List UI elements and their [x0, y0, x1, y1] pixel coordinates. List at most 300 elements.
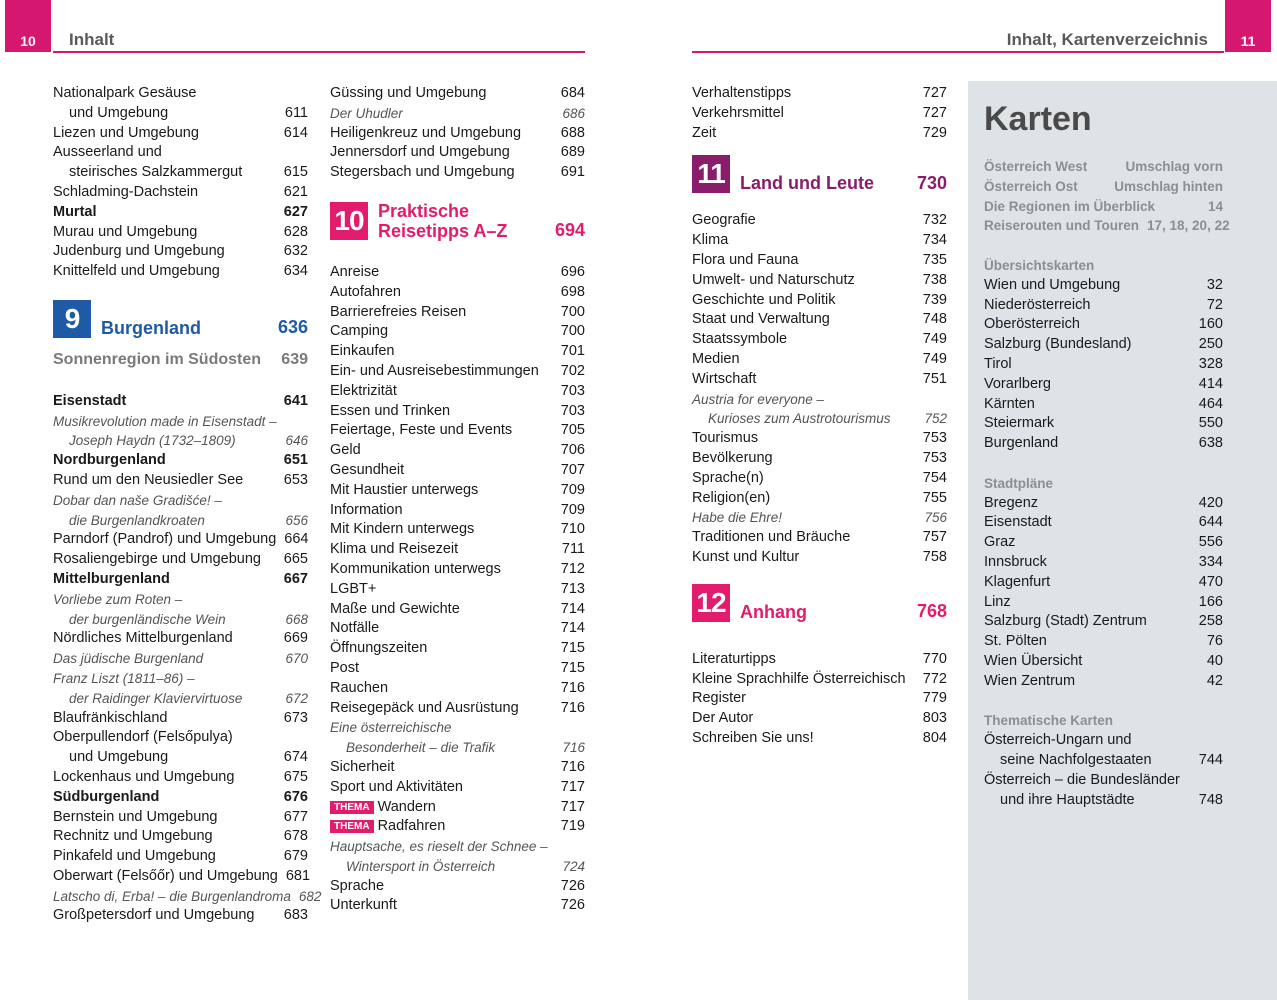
toc-entry-text: Wandern	[377, 798, 436, 815]
toc-entry-text: Salzburg (Stadt) Zentrum	[984, 613, 1147, 630]
toc-entry-text: Liezen und Umgebung	[53, 124, 199, 141]
toc-entry-text: Kärnten	[984, 395, 1035, 412]
toc-entry[interactable]	[330, 84, 585, 104]
toc-entry[interactable]	[984, 276, 1223, 296]
toc-entry[interactable]	[330, 124, 585, 144]
toc-entry-title	[692, 689, 746, 709]
toc-entry[interactable]	[692, 729, 947, 749]
toc-entry[interactable]	[692, 409, 947, 429]
toc-entry[interactable]	[53, 451, 308, 471]
toc-entry-text: Schreiben Sie uns!	[692, 729, 814, 746]
toc-entry[interactable]	[53, 610, 308, 630]
maps-section-heading: Übersichtskarten	[984, 257, 1095, 273]
toc-entry-text: Camping	[330, 323, 389, 340]
toc-entry[interactable]	[53, 827, 308, 847]
toc-entry-title	[330, 679, 388, 699]
toc-entry[interactable]	[692, 489, 947, 509]
toc-entry-page: 40	[1206, 652, 1223, 669]
toc-entry-text: Innsbruck	[984, 553, 1047, 570]
chapter-heading-11[interactable]	[692, 155, 947, 193]
toc-entry-page: 755	[922, 489, 947, 506]
toc-list	[692, 84, 947, 143]
maps-section-heading: Thematische Karten	[984, 713, 1114, 729]
toc-entry-title	[53, 412, 277, 432]
toc-entry-title	[984, 573, 1050, 593]
toc-entry-text: Großpetersdorf und Umgebung	[53, 907, 255, 924]
toc-entry[interactable]	[53, 124, 308, 144]
toc-entry[interactable]	[984, 414, 1223, 434]
toc-entry-title	[53, 649, 203, 669]
toc-entry-title	[330, 817, 445, 837]
toc-entry-text: Graz	[984, 534, 1016, 551]
toc-entry-title	[692, 489, 770, 509]
chapter-page: 694	[554, 220, 585, 241]
toc-entry-title	[984, 632, 1047, 652]
toc-entry-title	[984, 315, 1080, 335]
toc-entry[interactable]	[692, 370, 947, 390]
toc-entry-title	[330, 857, 495, 877]
toc-entry-text: Kurioses zum Austrotourismus	[708, 411, 891, 427]
toc-entry[interactable]	[692, 449, 947, 469]
toc-entry-text: Geschichte und Politik	[692, 291, 836, 308]
toc-entry-title	[330, 520, 474, 540]
toc-entry-text: Radfahren	[377, 818, 446, 835]
toc-entry-page: 634	[283, 263, 308, 280]
toc-entry-title	[53, 511, 205, 531]
toc-entry-title	[984, 296, 1090, 316]
toc-entry[interactable]	[984, 315, 1223, 335]
toc-entry-page: 714	[560, 600, 585, 617]
toc-entry-title	[330, 501, 403, 521]
toc-entry[interactable]	[330, 520, 585, 540]
toc-entry-title	[330, 896, 397, 916]
toc-entry-page: 739	[922, 291, 947, 308]
toc-entry-text: Nationalpark Gesäuse	[53, 85, 197, 101]
toc-entry[interactable]	[984, 672, 1223, 692]
toc-entry-page: 76	[1206, 633, 1223, 650]
toc-entry-text: Öffnungszeiten	[330, 640, 428, 657]
toc-entry-page: 727	[922, 85, 947, 101]
toc-entry[interactable]	[984, 632, 1223, 652]
toc-entry[interactable]	[53, 847, 308, 867]
toc-entry[interactable]	[53, 788, 308, 808]
toc-entry-page: 700	[560, 323, 585, 340]
toc-entry-page: 646	[285, 433, 308, 449]
toc-entry-title	[692, 548, 799, 568]
toc-entry[interactable]	[984, 771, 1223, 791]
toc-entry-title	[984, 533, 1015, 553]
toc-entry[interactable]	[53, 431, 308, 451]
toc-entry-title	[53, 242, 225, 262]
toc-entry[interactable]	[984, 395, 1223, 415]
toc-entry[interactable]	[692, 271, 947, 291]
toc-list	[692, 211, 947, 567]
toc-entry[interactable]	[984, 494, 1223, 514]
toc-entry[interactable]	[53, 511, 308, 531]
toc-entry[interactable]	[330, 580, 585, 600]
toc-entry[interactable]	[53, 728, 308, 748]
chapter-heading-9[interactable]	[53, 300, 308, 338]
toc-entry[interactable]	[984, 612, 1223, 632]
toc-entry[interactable]	[692, 291, 947, 311]
toc-entry[interactable]	[53, 887, 322, 907]
toc-entry[interactable]	[330, 560, 585, 580]
toc-entry-title	[984, 355, 1012, 375]
toc-entry-text: Wien und Umgebung	[984, 276, 1121, 293]
toc-entry[interactable]	[330, 817, 585, 837]
chapter-number-box: 11	[692, 155, 730, 193]
toc-entry[interactable]	[330, 738, 585, 758]
toc-entry-page: 627	[283, 203, 308, 220]
toc-entry[interactable]	[984, 652, 1223, 672]
toc-entry[interactable]	[53, 906, 308, 926]
toc-entry-page: 719	[560, 818, 585, 835]
toc-entry[interactable]	[53, 392, 308, 412]
toc-entry-text: Wien Zentrum	[984, 672, 1076, 689]
toc-entry[interactable]	[692, 689, 947, 709]
toc-entry[interactable]	[984, 177, 1223, 197]
toc-entry[interactable]	[53, 649, 308, 669]
toc-entry-title	[53, 847, 216, 867]
toc-entry[interactable]	[330, 104, 585, 124]
toc-entry[interactable]	[692, 310, 947, 330]
toc-entry-title	[330, 798, 436, 818]
page-number-left: 10	[5, 0, 51, 52]
toc-entry-text: Post	[330, 659, 360, 676]
toc-entry[interactable]	[692, 251, 947, 271]
toc-entry-title	[984, 751, 1152, 771]
toc-entry-page: 703	[560, 402, 585, 419]
toc-entry-title	[330, 362, 539, 382]
toc-entry-text: und ihre Hauptstädte	[1000, 791, 1135, 808]
toc-entry-page: 17, 18, 20, 22	[1147, 218, 1230, 234]
toc-entry[interactable]	[330, 837, 585, 857]
toc-entry[interactable]	[330, 263, 585, 283]
maps-list	[984, 494, 1223, 692]
toc-column-3	[692, 84, 947, 749]
toc-entry[interactable]	[330, 303, 585, 323]
toc-entry[interactable]	[53, 242, 308, 262]
toc-entry-page: 734	[922, 232, 947, 249]
toc-entry-title	[984, 197, 1155, 217]
toc-entry[interactable]	[330, 441, 585, 461]
toc-entry[interactable]	[984, 593, 1223, 613]
toc-entry-page: 32	[1206, 276, 1223, 293]
toc-entry[interactable]	[330, 283, 585, 303]
toc-entry-text: Information	[330, 501, 403, 518]
toc-entry-text: Wirtschaft	[692, 370, 757, 387]
toc-entry-title	[984, 395, 1035, 415]
toc-entry-title	[984, 177, 1078, 197]
toc-entry-page: 716	[560, 758, 585, 775]
toc-entry-page: 749	[922, 350, 947, 367]
toc-entry[interactable]	[330, 540, 585, 560]
toc-list	[53, 392, 322, 927]
toc-entry-text: Rosaliengebirge und Umgebung	[53, 551, 261, 568]
toc-entry-title	[53, 629, 233, 649]
toc-entry-title	[53, 143, 162, 163]
toc-entry-title	[692, 508, 782, 528]
chapter-number-box: 10	[330, 202, 368, 240]
toc-entry-page: 160	[1198, 316, 1223, 333]
toc-entry-title	[984, 434, 1058, 454]
toc-entry[interactable]	[984, 731, 1223, 751]
toc-entry-page: 470	[1198, 573, 1223, 590]
toc-entry[interactable]	[692, 650, 947, 670]
toc-entry-page: 716	[560, 699, 585, 716]
toc-entry-page: 714	[560, 620, 585, 637]
toc-entry[interactable]	[53, 768, 308, 788]
toc-entry[interactable]	[692, 548, 947, 568]
toc-entry-page: 464	[1198, 395, 1223, 412]
toc-entry[interactable]	[984, 513, 1223, 533]
toc-entry-title	[692, 211, 756, 231]
toc-entry[interactable]	[53, 262, 308, 282]
toc-entry[interactable]	[330, 421, 585, 441]
toc-entry[interactable]	[984, 216, 1230, 236]
toc-entry-text: die Burgenlandkroaten	[69, 512, 205, 528]
toc-entry-title	[984, 494, 1038, 514]
toc-entry-title	[330, 560, 501, 580]
toc-entry[interactable]	[53, 491, 308, 511]
toc-entry[interactable]	[984, 434, 1223, 454]
toc-entry[interactable]	[330, 798, 585, 818]
toc-entry-title	[984, 731, 1132, 751]
toc-entry-text: Mit Haustier unterwegs	[330, 481, 479, 498]
toc-entry-page: 803	[922, 710, 947, 727]
toc-entry-page: 677	[283, 808, 308, 825]
toc-entry[interactable]	[330, 600, 585, 620]
section-heading[interactable]	[53, 350, 308, 370]
toc-entry[interactable]	[53, 590, 308, 610]
toc-entry-page: 632	[283, 243, 308, 260]
toc-entry-title	[53, 163, 242, 183]
toc-entry-title	[53, 530, 276, 550]
toc-entry[interactable]	[330, 679, 585, 699]
toc-entry[interactable]	[692, 469, 947, 489]
toc-entry[interactable]	[692, 104, 947, 124]
toc-entry-text: Rechnitz und Umgebung	[53, 828, 213, 845]
toc-entry-page: 709	[560, 481, 585, 498]
toc-entry[interactable]	[53, 689, 308, 709]
toc-entry[interactable]	[984, 355, 1223, 375]
toc-entry[interactable]	[53, 530, 308, 550]
toc-entry[interactable]	[53, 550, 308, 570]
toc-entry[interactable]	[53, 570, 308, 590]
toc-entry[interactable]	[330, 402, 585, 422]
toc-entry[interactable]	[984, 751, 1223, 771]
toc-entry-text: Hauptsache, es rieselt der Schnee –	[330, 839, 548, 855]
toc-entry-text: Barrierefreies Reisen	[330, 303, 467, 320]
toc-entry-title	[53, 451, 166, 471]
toc-entry[interactable]	[692, 670, 947, 690]
toc-entry-title	[53, 709, 167, 729]
toc-entry-title	[330, 263, 379, 283]
toc-entry-text: Eisenstadt	[984, 514, 1052, 531]
toc-entry-page: 707	[560, 461, 585, 478]
toc-entry[interactable]	[984, 375, 1223, 395]
toc-entry[interactable]	[984, 197, 1223, 217]
toc-entry[interactable]	[330, 896, 585, 916]
toc-entry[interactable]	[692, 429, 947, 449]
chapter-heading-10[interactable]	[330, 201, 585, 241]
toc-entry-title	[330, 837, 548, 857]
toc-entry[interactable]	[330, 857, 585, 877]
toc-entry-title	[53, 262, 220, 282]
toc-entry[interactable]	[692, 330, 947, 350]
toc-entry[interactable]	[330, 481, 585, 501]
toc-entry[interactable]	[984, 533, 1223, 553]
toc-entry-text: Elektrizität	[330, 382, 397, 399]
toc-entry-page: 675	[283, 768, 308, 785]
toc-entry-page: 724	[562, 858, 585, 874]
toc-entry-text: Pinkafeld und Umgebung	[53, 848, 216, 865]
toc-entry[interactable]	[330, 659, 585, 679]
maps-title: Karten	[984, 100, 1092, 138]
toc-entry[interactable]	[53, 412, 308, 432]
toc-entry-title	[330, 639, 427, 659]
toc-entry[interactable]	[330, 163, 585, 183]
toc-entry[interactable]	[984, 553, 1223, 573]
toc-entry[interactable]	[330, 461, 585, 481]
toc-entry[interactable]	[692, 528, 947, 548]
toc-entry-title	[692, 271, 855, 291]
toc-entry-text: Tourismus	[692, 430, 759, 447]
toc-entry[interactable]	[53, 669, 308, 689]
toc-entry[interactable]	[984, 573, 1223, 593]
toc-entry-text: Kommunikation unterwegs	[330, 560, 501, 577]
toc-entry-title	[53, 669, 195, 689]
toc-entry-page: 738	[922, 271, 947, 288]
toc-entry[interactable]	[330, 718, 585, 738]
toc-entry[interactable]	[692, 709, 947, 729]
toc-entry[interactable]	[53, 471, 308, 491]
toc-entry-text: Notfälle	[330, 620, 380, 637]
toc-entry-page: 772	[922, 670, 947, 687]
toc-entry-page: 729	[922, 124, 947, 141]
toc-entry-text: Murtal	[53, 203, 97, 220]
toc-entry-title	[53, 471, 243, 491]
toc-entry[interactable]	[692, 124, 947, 144]
toc-entry[interactable]	[330, 619, 585, 639]
toc-entry[interactable]	[692, 84, 947, 104]
toc-entry-text: St. Pölten	[984, 633, 1047, 650]
toc-entry-title	[692, 729, 814, 749]
toc-entry-text: Der Autor	[692, 710, 754, 727]
toc-entry[interactable]	[53, 867, 311, 887]
toc-entry-text: Wintersport in Österreich	[346, 858, 496, 874]
toc-entry-text: Oberösterreich	[984, 316, 1080, 333]
toc-entry-text: Einkaufen	[330, 343, 395, 360]
toc-entry-text: Österreich Ost	[984, 178, 1078, 194]
toc-entry[interactable]	[330, 778, 585, 798]
toc-entry[interactable]	[53, 203, 308, 223]
toc-entry[interactable]	[330, 322, 585, 342]
chapter-page: 730	[916, 172, 947, 193]
toc-entry-text: Verhaltenstipps	[692, 85, 792, 101]
toc-entry[interactable]	[53, 84, 308, 104]
toc-entry[interactable]	[984, 335, 1223, 355]
toc-entry[interactable]	[692, 390, 947, 410]
toc-entry-text: Reisegepäck und Ausrüstung	[330, 699, 519, 716]
toc-entry-text: Autofahren	[330, 283, 401, 300]
chapter-title-line: Praktische	[378, 200, 470, 221]
maps-intro-list	[984, 157, 1230, 236]
toc-entry-text: Unterkunft	[330, 897, 397, 914]
toc-entry-page: 651	[283, 452, 308, 469]
toc-entry-title	[984, 276, 1120, 296]
toc-entry-text: Habe die Ehre!	[692, 510, 783, 526]
toc-entry-title	[330, 778, 463, 798]
toc-entry[interactable]	[692, 211, 947, 231]
chapter-heading-12[interactable]	[692, 584, 947, 622]
toc-entry-text: Heiligenkreuz und Umgebung	[330, 124, 522, 141]
toc-entry-text: und Umgebung	[69, 104, 169, 121]
maps-list	[984, 276, 1223, 454]
toc-entry[interactable]	[53, 223, 308, 243]
maps-section-heading: Stadtpläne	[984, 475, 1054, 491]
toc-entry-page: 706	[560, 442, 585, 459]
chapter-title	[378, 201, 555, 241]
toc-entry[interactable]	[53, 709, 308, 729]
toc-entry[interactable]	[53, 143, 308, 163]
toc-entry[interactable]	[53, 183, 308, 203]
toc-entry[interactable]	[330, 758, 585, 778]
toc-entry[interactable]	[984, 296, 1223, 316]
toc-entry[interactable]	[53, 748, 308, 768]
toc-entry[interactable]	[692, 231, 947, 251]
toc-entry-page: 667	[283, 570, 308, 587]
toc-entry-page: 735	[922, 251, 947, 268]
toc-entry-text: Feiertage, Feste und Events	[330, 422, 513, 439]
toc-entry[interactable]	[330, 877, 585, 897]
toc-entry[interactable]	[330, 699, 585, 719]
toc-entry[interactable]	[330, 143, 585, 163]
toc-entry[interactable]	[53, 808, 308, 828]
toc-entry-text: der Raidinger Klaviervirtuose	[69, 690, 243, 706]
toc-entry[interactable]	[330, 362, 585, 382]
toc-entry[interactable]	[692, 508, 947, 528]
toc-entry[interactable]	[692, 350, 947, 370]
toc-entry[interactable]	[984, 157, 1223, 177]
toc-entry[interactable]	[330, 639, 585, 659]
toc-entry-text: Bevölkerung	[692, 449, 773, 466]
toc-entry-page: 665	[283, 551, 308, 568]
toc-entry-page: 644	[1198, 514, 1223, 531]
toc-entry[interactable]	[330, 342, 585, 362]
toc-entry-text: Geld	[330, 442, 361, 459]
toc-entry[interactable]	[330, 501, 585, 521]
toc-entry-title	[53, 748, 168, 768]
toc-entry[interactable]	[53, 104, 308, 124]
toc-entry[interactable]	[53, 629, 308, 649]
toc-entry[interactable]	[53, 163, 308, 183]
toc-entry-title	[53, 223, 197, 243]
toc-entry-page: 258	[1198, 613, 1223, 630]
toc-entry-text: Flora und Fauna	[692, 251, 799, 268]
toc-entry[interactable]	[984, 791, 1223, 811]
toc-entry[interactable]	[330, 382, 585, 402]
toc-entry-text: Umwelt- und Naturschutz	[692, 271, 855, 288]
toc-entry-title	[984, 612, 1147, 632]
toc-entry-text: Eine österreichische	[330, 720, 452, 736]
toc-entry-text: Ausseerland und	[53, 144, 162, 161]
chapter-title: Anhang	[740, 601, 807, 622]
toc-entry-page: 250	[1198, 336, 1223, 353]
toc-entry-text: Klagenfurt	[984, 573, 1051, 590]
toc-entry-text: Vorliebe zum Roten –	[53, 591, 183, 607]
toc-entry-title	[330, 738, 495, 758]
